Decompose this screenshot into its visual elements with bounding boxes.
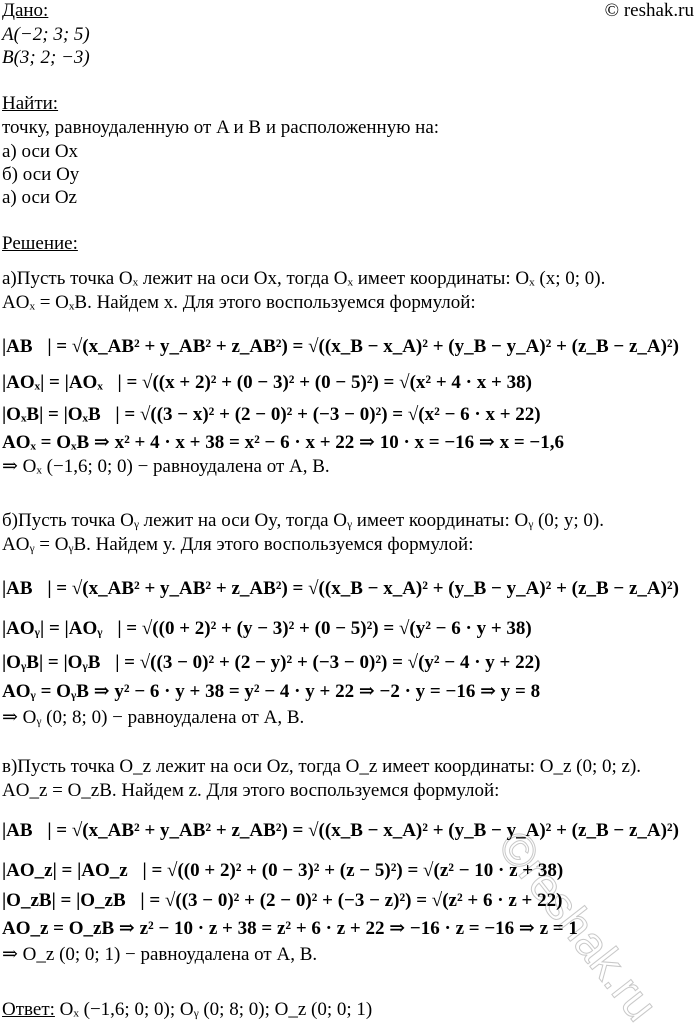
part-a-intro: а)Пусть точка Oₓ лежит на оси Ox, тогда Oₓ имеет координаты: Oₓ (x; 0; 0). xyxy=(2,268,606,289)
part-c-formula: |AB⃗| = √(x_AB² + y_AB² + z_AB²) = √((x_B − x_A)² + (y_B − y_A)² + (z_B − z_A)²) xyxy=(2,820,679,841)
part-b-equation: AOᵧ = OᵧB ⇒ y² − 6 · y + 38 = y² − 4 · y + 22 ⇒ −2 · y = −16 ⇒ y = 8 xyxy=(2,681,541,702)
part-b-formula: |AB⃗| = √(x_AB² + y_AB² + z_AB²) = √((x_B − x_A)² + (y_B − y_A)² + (z_B − z_A)²) xyxy=(2,578,679,599)
part-c-find: AO_z = O_zB. Найдем z. Для этого воспользуемся формулой: xyxy=(2,780,500,801)
part-a-formula: |AB⃗| = √(x_AB² + y_AB² + z_AB²) = √((x_B − x_A)² + (y_B − y_A)² + (z_B − z_A)²) xyxy=(2,336,679,357)
find-heading: Найти: xyxy=(2,93,59,114)
point-b: B(3; 2; −3) xyxy=(2,47,90,68)
answer-line xyxy=(2,999,372,1021)
part-b-find: AOᵧ = OᵧB. Найдем y. Для этого воспользуемся формулой: xyxy=(2,534,474,555)
solution-heading: Решение: xyxy=(2,233,78,254)
point-a: A(−2; 3; 5) xyxy=(2,24,90,45)
find-item-oy: б) оси Oy xyxy=(2,164,80,185)
part-b-dist-ao: |AOᵧ| = |AOᵧ⃗| = √((0 + 2)² + (y − 3)² + (0 − 5)²) = √(y² − 6 · y + 38) xyxy=(2,618,532,639)
part-c-intro: в)Пусть точка O_z лежит на оси Oz, тогда O_z имеет координаты: O_z (0; 0; z). xyxy=(2,756,642,777)
find-statement: точку, равноудаленную от A и B и расположенную на: xyxy=(2,117,440,138)
part-c-dist-ao: |AO_z| = |AO_z⃗| = √((0 + 2)² + (0 − 3)² + (z − 5)²) = √(z² − 10 · z + 38) xyxy=(2,860,564,881)
part-a-dist-ob: |OₓB| = |OₓB⃗| = √((3 − x)² + (2 − 0)² + (−3 − 0)²) = √(x² − 6 · x + 22) xyxy=(2,404,541,425)
answer-heading: Ответ: xyxy=(2,999,55,1020)
part-c-result: ⇒ O_z (0; 0; 1) − равноудалена от A, B. xyxy=(2,944,318,965)
part-b-intro: б)Пусть точка Oᵧ лежит на оси Oy, тогда Oᵧ имеет координаты: Oᵧ (0; y; 0). xyxy=(2,510,604,531)
part-a-equation: AOₓ = OₓB ⇒ x² + 4 · x + 38 = x² − 6 · x + 22 ⇒ 10 · x = −16 ⇒ x = −1,6 xyxy=(2,432,565,453)
part-b-dist-ob: |OᵧB| = |OᵧB⃗| = √((3 − 0)² + (2 − y)² + (−3 − 0)²) = √(y² − 4 · y + 22) xyxy=(2,652,541,673)
part-b-result: ⇒ Oᵧ (0; 8; 0) − равноудалена от A, B. xyxy=(2,707,305,728)
part-a-find: AOₓ = OₓB. Найдем x. Для этого воспользуемся формулой: xyxy=(2,292,476,313)
watermark-diagonal: ©reshak.ru xyxy=(488,820,669,1031)
watermark-top: © reshak.ru xyxy=(604,0,694,21)
part-a-result: ⇒ Oₓ (−1,6; 0; 0) − равноудалена от A, B. xyxy=(2,456,330,477)
find-item-ox: а) оси Ox xyxy=(2,141,79,162)
answer-text: Oₓ (−1,6; 0; 0); Oᵧ (0; 8; 0); O_z (0; 0; 1) xyxy=(59,999,373,1020)
part-c-equation: AO_z = O_zB ⇒ z² − 10 · z + 38 = z² + 6 · z + 22 ⇒ −16 · z = −16 ⇒ z = 1 xyxy=(2,918,578,939)
part-c-dist-ob: |O_zB| = |O_zB⃗| = √((3 − 0)² + (2 − 0)² + (−3 − z)²) = √(z² + 6 · z + 22) xyxy=(2,890,563,911)
find-item-oz: а) оси Oz xyxy=(2,187,77,208)
given-heading: Дано: xyxy=(2,0,49,21)
part-a-dist-ao: |AOₓ| = |AOₓ⃗| = √((x + 2)² + (0 − 3)² + (0 − 5)²) = √(x² + 4 · x + 38) xyxy=(2,372,532,393)
